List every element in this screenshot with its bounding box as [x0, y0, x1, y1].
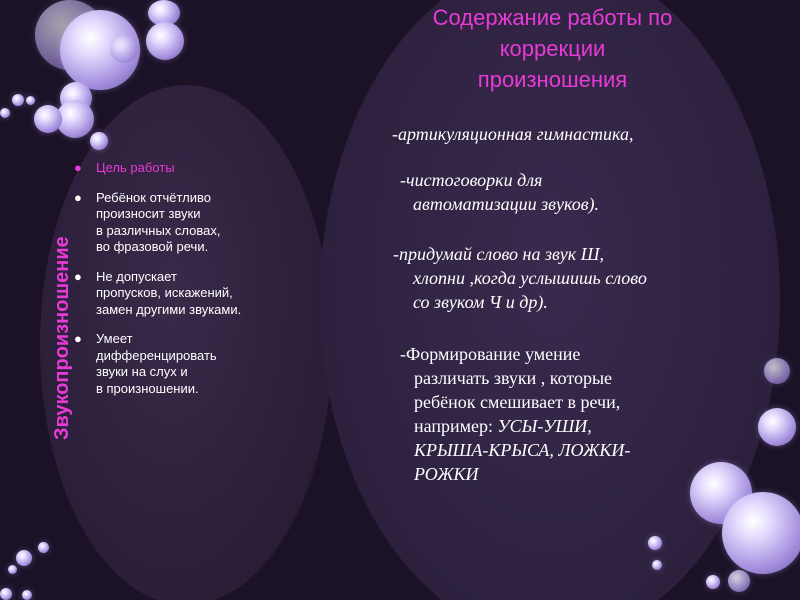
right-item-text: -артикуляционная гимнастика, [392, 124, 634, 144]
decorative-bubble [648, 536, 662, 550]
decorative-bubble [728, 570, 750, 592]
decorative-bubble [706, 575, 720, 589]
list-item-text: звуки на слух и [96, 364, 188, 379]
vertical-section-label: Звукопроизношение [51, 236, 73, 440]
decorative-bubble [26, 96, 35, 105]
list-item-text: дифференцировать [96, 347, 217, 363]
list-item-goal [74, 160, 324, 177]
decorative-bubble [90, 132, 108, 150]
decorative-bubble [110, 35, 138, 63]
right-item-text: РОЖКИ [414, 464, 479, 484]
decorative-bubble [22, 590, 32, 600]
right-item-text: КРЫША-КРЫСА, ЛОЖКИ- [414, 440, 631, 460]
right-item-text: различать звуки , которые [414, 368, 613, 388]
right-item-3 [393, 242, 647, 314]
list-item [74, 269, 324, 319]
title-line: Содержание работы по [432, 5, 673, 30]
decorative-bubble [0, 108, 10, 118]
right-item-text: -придумай слово на звук Ш, [393, 244, 604, 264]
decorative-bubble [764, 358, 790, 384]
right-item-text: -Формирование умение [400, 344, 581, 364]
list-item [74, 331, 324, 397]
decorative-bubble [652, 560, 662, 570]
decorative-bubble [16, 550, 32, 566]
right-item-text: ребёнок смешивает в речи, [414, 392, 621, 412]
decorative-bubble [38, 542, 49, 553]
bullet-icon: ● [74, 160, 82, 175]
left-bullet-list [74, 160, 324, 410]
example-words: УСЫ-УШИ, [497, 416, 592, 436]
right-item-2 [400, 168, 599, 216]
decorative-bubble [12, 94, 24, 106]
bullet-icon: ● [74, 331, 82, 346]
right-item-text: хлопни ,когда услышишь слово [413, 268, 647, 288]
list-item-text: Цель работы [96, 160, 175, 175]
right-item-text: автоматизации звуков). [413, 194, 600, 214]
title-line: произношения [477, 67, 628, 92]
decorative-bubble [722, 492, 800, 574]
decorative-bubble [146, 22, 184, 60]
list-item-text: во фразовой речи. [96, 239, 209, 254]
example-prefix: например: [414, 416, 498, 436]
list-item-text: замен другими звуками. [96, 301, 242, 317]
list-item-text: в различных словах, [96, 222, 221, 238]
list-item-text: в произношении. [96, 380, 199, 396]
decorative-bubble [758, 408, 796, 446]
decorative-bubble [8, 565, 17, 574]
decorative-bubble [0, 588, 12, 600]
list-item-text: пропусков, искажений, [96, 285, 233, 300]
title-line: коррекции [499, 36, 606, 61]
list-item-text: произносит звуки [96, 206, 201, 221]
decorative-bubble [34, 105, 62, 133]
right-item-1 [392, 122, 634, 146]
slide-title [380, 2, 725, 95]
bullet-icon: ● [74, 189, 82, 205]
list-item-text: Умеет [96, 331, 133, 346]
right-item-text: -чистоговорки для [400, 170, 543, 190]
list-item-text: Ребёнок отчётливо [96, 189, 211, 205]
bullet-icon: ● [74, 268, 82, 284]
list-item-text: Не допускает [96, 268, 177, 284]
right-item-example-line [400, 414, 630, 438]
list-item [74, 190, 324, 256]
right-item-4 [400, 342, 630, 486]
right-item-text: со звуком Ч и др). [413, 292, 548, 312]
